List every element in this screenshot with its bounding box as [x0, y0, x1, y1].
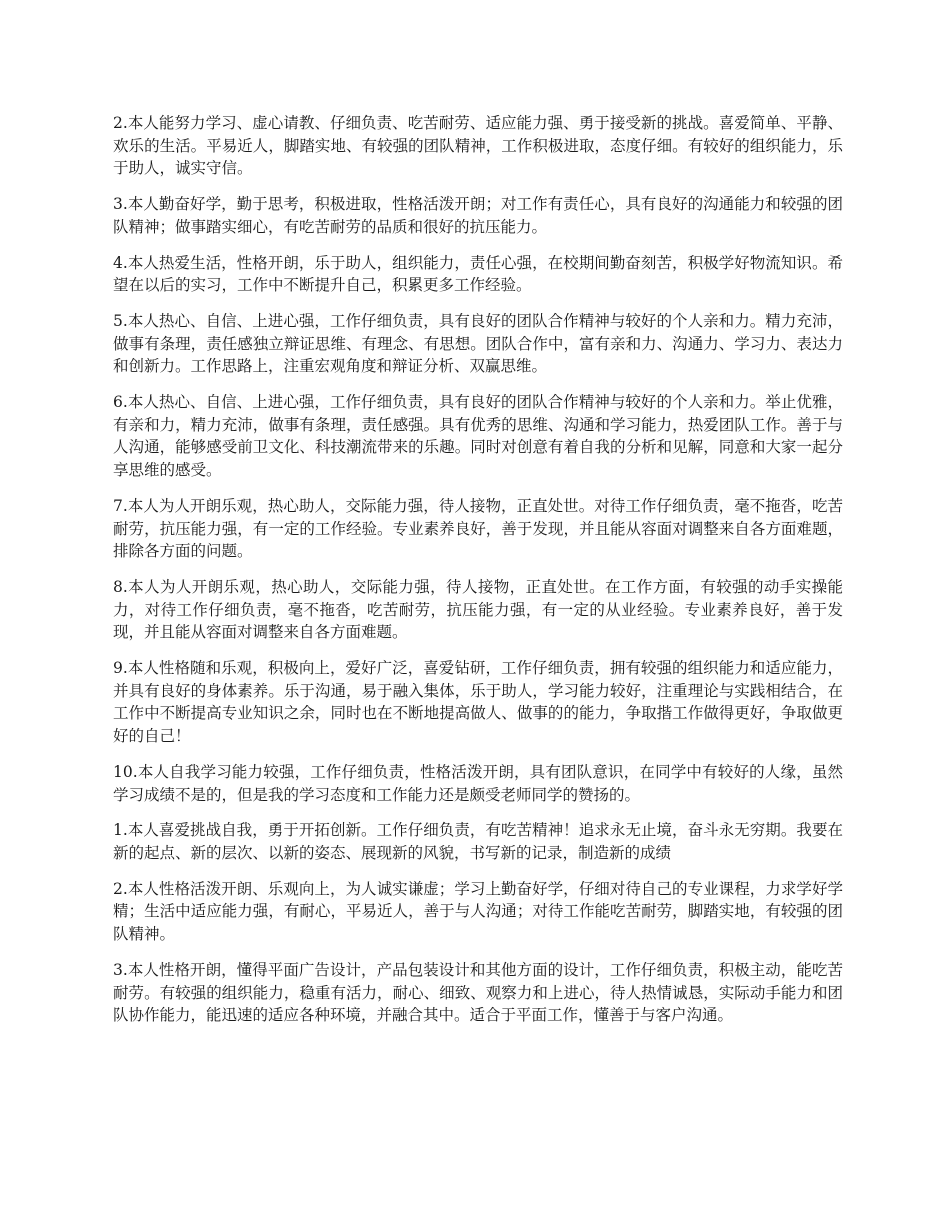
- paragraph-second-1: 1.本人喜爱挑战自我，勇于开拓创新。工作仔细负责，有吃苦精神！追求永无止境，奋斗永无穷期。我要在新的起点、新的层次、以新的姿态、展现新的风貌，书写新的记录，制造新的成绩: [113, 821, 843, 862]
- paragraph-second-3: 3.本人性格开朗，懂得平面广告设计，产品包装设计和其他方面的设计，工作仔细负责，积极主动，能吃苦耐劳。有较强的组织能力，稳重有活力，耐心、细致、观察力和上进心，待人热情诚恳，实际动手能力和团队协作能力，能迅速的适应各种环境，并融合其中。适合于平面工作，懂善于与客户沟通。: [113, 960, 843, 1025]
- paragraph-2: 2.本人能努力学习、虚心请教、仔细负责、吃苦耐劳、适应能力强、勇于接受新的挑战。喜爱简单、平静、欢乐的生活。平易近人，脚踏实地、有较强的团队精神，工作积极进取，态度仔细。有较好的组织能力，乐于助人，诚实守信。: [113, 114, 843, 178]
- paragraph-3: 3.本人勤奋好学，勤于思考，积极进取，性格活泼开朗；对工作有责任心，具有良好的沟通能力和较强的团队精神；做事踏实细心，有吃苦耐劳的品质和很好的抗压能力。: [113, 195, 843, 236]
- paragraph-4: 4.本人热爱生活，性格开朗，乐于助人，组织能力，责任心强，在校期间勤奋刻苦，积极学好物流知识。希望在以后的实习，工作中不断提升自己，积累更多工作经验。: [113, 253, 843, 295]
- paragraph-9: 9.本人性格随和乐观，积极向上，爱好广泛，喜爱钻研，工作仔细负责，拥有较强的组织能力和适应能力，并具有良好的身体素养。乐于沟通，易于融入集体，乐于助人，学习能力较好，注重理论与实践相结合，在工作中不断提高专业知识之余，同时也在不断地提高做人、做事的的能力，争取揩工作做得更好，争取做更好的自己！: [113, 659, 843, 746]
- paragraph-7: 7.本人为人开朗乐观，热心助人，交际能力强，待人接物，正直处世。对待工作仔细负责，毫不拖沓，吃苦耐劳，抗压能力强，有一定的工作经验。专业素养良好，善于发现，并且能从容面对调整来自各方面难题，排除各方面的问题。: [113, 496, 843, 561]
- paragraph-8: 8.本人为人开朗乐观，热心助人，交际能力强，待人接物，正直处世。在工作方面，有较强的动手实操能力，对待工作仔细负责，毫不拖沓，吃苦耐劳，抗压能力强，有一定的从业经验。专业素养良好，善于发现，并且能从容面对调整来自各方面难题。: [113, 577, 843, 642]
- document-body: [113, 112, 843, 1040]
- paragraph-6: 6.本人热心、自信、上进心强，工作仔细负责，具有良好的团队合作精神与较好的个人亲和力。举止优雅，有亲和力，精力充沛，做事有条理，责任感强。具有优秀的思维、沟通和学习能力，热爱团队工作。善于与人沟通，能够感受前卫文化、科技潮流带来的乐趣。同时对创意有着自我的分析和见解，同意和大家一起分享思维的感受。: [113, 393, 843, 480]
- paragraph-second-2: 2.本人性格活泼开朗、乐观向上，为人诚实谦虚；学习上勤奋好学，仔细对待自己的专业课程，力求学好学精；生活中适应能力强，有耐心，平易近人，善于与人沟通；对待工作能吃苦耐劳，脚踏实地，有较强的团队精神。: [113, 879, 843, 944]
- paragraph-10: 10.本人自我学习能力较强，工作仔细负责，性格活泼开朗，具有团队意识，在同学中有较好的人缘，虽然学习成绩不是的，但是我的学习态度和工作能力还是颇受老师同学的赞扬的。: [113, 762, 843, 804]
- paragraph-5: 5.本人热心、自信、上进心强，工作仔细负责，具有良好的团队合作精神与较好的个人亲和力。精力充沛，做事有条理，责任感独立辩证思维、有理念、有思想。团队合作中，富有亲和力、沟通力、学习力、表达力和创新力。工作思路上，注重宏观角度和辩证分析、双赢思维。: [113, 311, 843, 376]
